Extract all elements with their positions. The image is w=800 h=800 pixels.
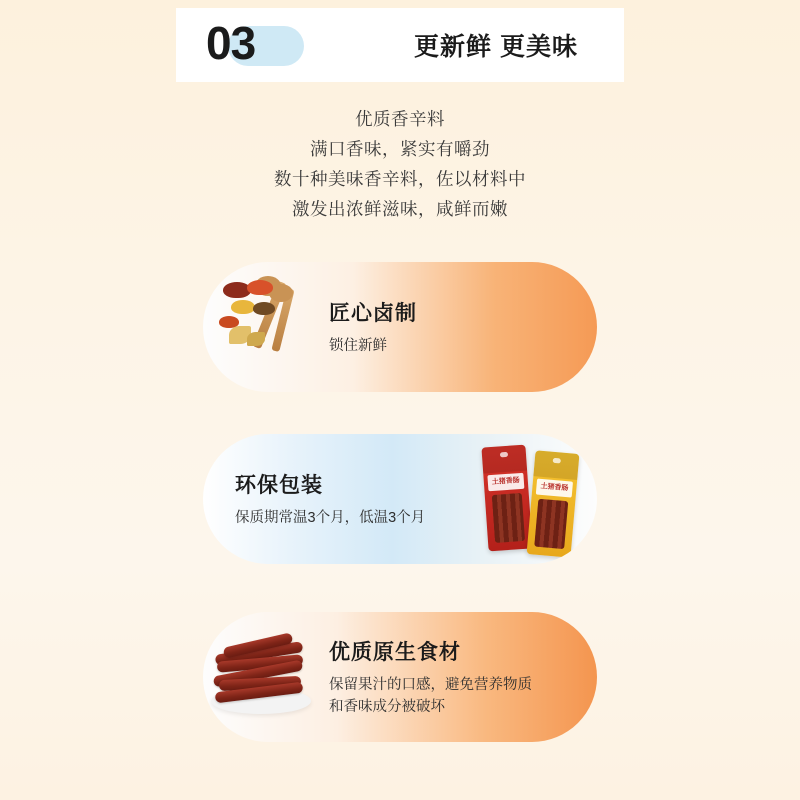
feature-card-title: 优质原生食材 [329,641,461,664]
feature-card-text [321,636,597,718]
intro-block [0,104,800,224]
intro-line: 满口香味，紧实有嚼劲 [310,139,490,159]
package-contents [492,493,525,543]
package-label: 土猪香肠 [536,479,573,498]
feature-card-text [321,297,597,357]
package-label: 土猪香肠 [487,473,524,491]
intro-line: 数十种美味香辛料，佐以材料中 [274,169,526,189]
intro-line: 激发出浓鲜滋味，咸鲜而嫩 [292,199,508,219]
product-packages-icon [479,434,597,564]
section-number-badge [200,14,312,76]
intro-line: 优质香辛料 [355,109,445,129]
package-red [481,445,532,552]
spices-spoons-icon [203,262,321,392]
feature-card-title: 环保包装 [235,474,323,497]
section-header [176,8,624,82]
feature-card [203,612,597,742]
package-top-strip [481,445,527,474]
feature-card-subtitle-line2: 和香味成分被破坏 [329,699,445,715]
package-yellow [527,450,580,557]
feature-card [203,262,597,392]
package-top-strip [533,450,579,480]
feature-card-subtitle-line1: 保留果汁的口感，避免营养物质 [329,677,532,693]
sausage-plate-icon [203,612,321,742]
feature-card-subtitle: 锁住新鲜 [329,338,387,354]
section-number: 03 [206,17,256,69]
page-title: 更新鲜 更美味 [414,33,578,61]
feature-card-text [203,469,479,529]
package-hang-hole [500,452,508,458]
feature-card [203,434,597,564]
feature-card-subtitle: 保质期常温3个月，低温3个月 [235,510,426,526]
feature-card-title: 匠心卤制 [329,302,417,325]
package-contents [534,499,568,549]
package-hang-hole [553,458,561,464]
